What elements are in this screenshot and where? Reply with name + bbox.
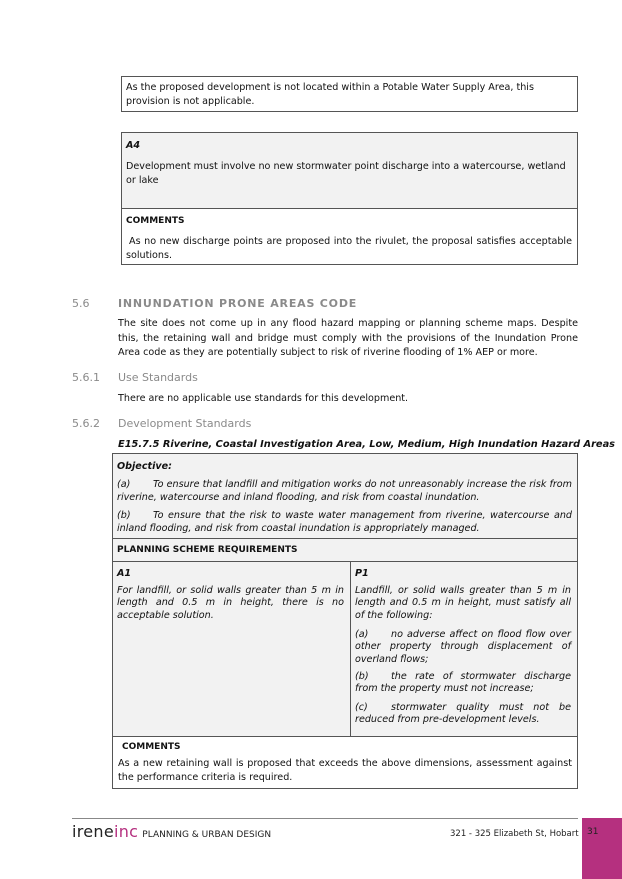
section-5-6-2-number: 5.6.2	[72, 417, 100, 430]
a4-box	[121, 132, 578, 265]
p1-item-c-marker: (c)	[355, 702, 368, 713]
section-5-6-body: The site does not come up in any flood hazard mapping or planning scheme maps. Despite this, the retaining wall and bridge must comply with the provisions of the Inundation Prone Area code as they are potentially subject to risk of riverine flooding of 1% AEP or more.	[118, 318, 578, 358]
table-comments-heading: COMMENTS	[122, 742, 181, 752]
objective-a-text: To ensure that landfill and mitigation works do not unreasonably increase the risk from riverine, watercourse and inland flooding, and risk from coastal inundation.	[117, 479, 572, 503]
page-number-tab	[582, 818, 622, 879]
logo-inc: inc	[114, 822, 139, 841]
objective-a-marker: (a)	[117, 479, 131, 490]
section-5-6-1-body: There are no applicable use standards for this development.	[118, 393, 409, 404]
objective-b	[117, 510, 572, 535]
objective-heading: Objective:	[117, 461, 172, 472]
p1-item-b	[355, 671, 571, 696]
a4-comments-heading: COMMENTS	[126, 216, 185, 226]
section-5-6-1-title: Use Standards	[118, 371, 198, 384]
p1-item-b-marker: (b)	[355, 671, 369, 682]
page-number: 31	[587, 827, 599, 837]
p1-item-c	[355, 702, 571, 727]
section-5-6-2-title: Development Standards	[118, 417, 252, 430]
section-5-6-number: 5.6	[72, 297, 90, 310]
table-comments-text: As a new retaining wall is proposed that exceeds the above dimensions, assessment against the performance criteria is required.	[118, 758, 572, 783]
objective-b-marker: (b)	[117, 510, 131, 521]
a4-divider	[122, 208, 577, 209]
company-logo	[72, 822, 271, 841]
objective-cell	[113, 454, 577, 538]
potable-water-box	[121, 76, 578, 112]
a4-text: Development must involve no new stormwater point discharge into a watercourse, wetland or lake	[126, 161, 566, 186]
p1-intro: Landfill, or solid walls greater than 5 m in length and 0.5 m in height, must satisfy all of the following:	[355, 585, 571, 621]
standard-table-title: E15.7.5 Riverine, Coastal Investigation Area, Low, Medium, High Inundation Hazard Areas	[118, 439, 616, 450]
a1-p1-separator	[350, 562, 351, 736]
a4-comments-text: As no new discharge points are proposed into the rivulet, the proposal satisfies acceptable solutions.	[126, 236, 572, 261]
objective-b-text: To ensure that the risk to waste water management from riverine, watercourse and inland flooding, and risk from coastal inundation is appropriately managed.	[117, 510, 572, 534]
section-5-6-title: INNUNDATION PRONE AREAS CODE	[118, 297, 358, 310]
p1-item-a-marker: (a)	[355, 629, 369, 640]
footer-rule	[72, 818, 578, 819]
a4-label: A4	[126, 140, 141, 151]
p1-item-c-text: stormwater quality must not be reduced from pre-development levels.	[355, 702, 571, 726]
p1-label: P1	[355, 568, 369, 579]
p1-item-a	[355, 629, 571, 666]
footer-address: 321 - 325 Elizabeth St, Hobart	[450, 829, 579, 839]
logo-irene: irene	[72, 822, 114, 841]
p1-item-b-text: the rate of stormwater discharge from the property must not increase;	[355, 671, 571, 695]
a1-label: A1	[117, 568, 132, 579]
p1-item-a-text: no adverse affect on flood flow over other property through displacement of overland flows;	[355, 629, 571, 665]
requirements-heading: PLANNING SCHEME REQUIREMENTS	[117, 545, 298, 555]
potable-water-text: As the proposed development is not located within a Potable Water Supply Area, this provision is not applicable.	[126, 82, 534, 107]
a1-text: For landfill, or solid walls greater than 5 m in length and 0.5 m in height, there is no acceptable solution.	[117, 585, 344, 621]
comments-divider	[113, 736, 577, 737]
objective-a	[117, 479, 572, 504]
logo-tagline: PLANNING & URBAN DESIGN	[142, 830, 272, 840]
standards-table	[112, 453, 578, 789]
section-5-6-1-number: 5.6.1	[72, 371, 100, 384]
requirements-heading-cell	[113, 539, 577, 561]
a4-cell	[122, 133, 577, 208]
